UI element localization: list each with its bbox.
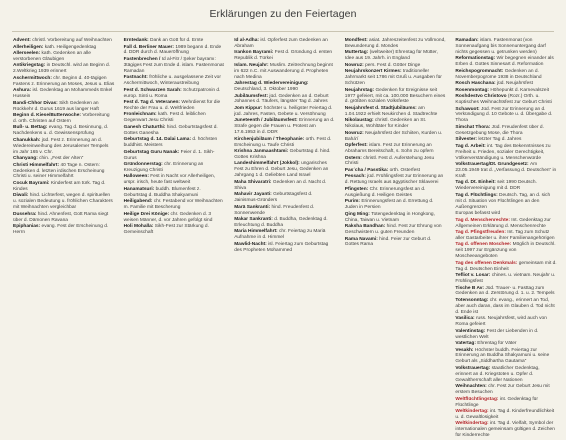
- glossary-entry: [234, 137, 336, 149]
- glossary-term: Erntedank:: [123, 38, 150, 43]
- glossary-definition: Id al-Fitr / Şeker bayramı: 3tägiges Fest zum Ende d. islam. Fastenmonat Ramadan: [123, 56, 224, 74]
- glossary-definition: evang. Tag d. Besinnung, d. Nachdenkens u. d. Gewissensprüfung: [13, 125, 109, 137]
- glossary-entry: [234, 63, 336, 81]
- glossary-term: Weihnachten:: [455, 384, 489, 390]
- glossary-entry: [455, 69, 557, 81]
- glossary-term: Tag d. Arbeit:: [455, 143, 488, 149]
- glossary-term: Mawlid-Nacht:: [234, 241, 269, 247]
- glossary-entry: [13, 125, 115, 137]
- glossary-definition: christl. Fest d. Auferstehung Jesu Christi: [344, 155, 435, 167]
- glossary-definition: Gedenken für Ereignisse seit 1977 gefeiert, mit ca. 100.000 Besuchern eines d. größten sozialen Volksfeste: [344, 87, 446, 105]
- glossary-term: Qing Ming:: [344, 211, 372, 217]
- glossary-term: Buß- u. Bettag:: [13, 125, 49, 131]
- glossary-entry: [455, 218, 557, 230]
- glossary-term: Pas´cha / Passtika:: [344, 167, 390, 173]
- glossary-definition: Gedenken an d. Novemberpogrome 1938 in Deutschland: [455, 68, 542, 80]
- glossary-definition: christl. Gedenken an St. Nikolaus, Wohltäter für Kinder: [344, 118, 427, 130]
- glossary-column-1: [13, 38, 115, 440]
- glossary-definition: hind. Fest zur Ehrung von Geschwistern u. guten Freunden: [344, 224, 442, 235]
- glossary-definition: chr. Fest zur Geburt Jesu mit erstem Besuchen: [455, 384, 550, 396]
- glossary-term: Jom Kippur:: [234, 105, 264, 111]
- glossary-definition: Int. Tag zum Schutz aller Gastarbeiter u. ihrer Familienangehörigen: [455, 230, 555, 241]
- glossary-entry: [455, 421, 557, 439]
- glossary-term: Ashura:: [13, 88, 33, 94]
- glossary-term: Beginn d. Kiese/Butterwoche:: [13, 113, 83, 119]
- glossary-term: Halloween:: [123, 174, 151, 180]
- glossary-definition: Int. Gedenktag zur Allgemeinen Erklärung d. Menschenrechte: [455, 217, 551, 229]
- glossary-definition: Erinnerung an d. Strafe gegen die Frauen u. Protest am 17.6.1953 in d. DDR: [234, 118, 335, 136]
- glossary-entry: [234, 217, 336, 229]
- glossary-definition: jüd. Fest z. Erinnerung an d. Wiedereinweihung des Jerusalemer Tempels im Jahr 165 v. Chr.: [13, 137, 109, 155]
- glossary-definition: kath. Gedenken an alle verstorbenen Gläubigen: [13, 51, 91, 62]
- glossary-entry: [124, 150, 226, 162]
- page-title: Erklärungen zu den Feiertagen: [209, 8, 357, 20]
- glossary-entry: [455, 409, 557, 421]
- glossary-definition: Deutsch. Tag, an d. sich mit d. Situation von Flüchtlingen an den Außengrenzen: [455, 192, 551, 210]
- glossary-entry: [455, 193, 557, 211]
- glossary-columns: [13, 38, 557, 439]
- glossary-entry: [455, 384, 557, 396]
- glossary-definition: am 1.04.1922 erhielt Neukirchen d. Stadtrechte: [344, 105, 438, 117]
- glossary-definition: hind. Feier zur Geburt d. Gottes Rama: [344, 236, 432, 248]
- glossary-term: Advent:: [13, 38, 33, 43]
- glossary-entry: [455, 137, 557, 143]
- glossary-term: Opferfest:: [344, 143, 370, 149]
- glossary-term: Islam. Neujahr:: [234, 62, 270, 68]
- glossary-term: Totensonntag:: [455, 297, 490, 303]
- glossary-entry: [455, 397, 557, 409]
- glossary-definition: hind. Lichterfest, wegen d. spirituellen u. sozialen Bedeutung u. fröhlichen Charakters mit Weihnachten vergleichbar: [13, 193, 113, 211]
- glossary-entry: [124, 137, 226, 149]
- glossary-entry: [234, 106, 336, 118]
- glossary-term: Aschermittwoch:: [13, 75, 54, 81]
- glossary-term: Neujahrstag:: [344, 87, 376, 93]
- glossary-definition: Kinderfest am türk. Tag d. Kindes: [13, 180, 106, 192]
- glossary-entry: [345, 237, 447, 249]
- glossary-definition: gemeinsam mit d. Tag d. Deutschen Einheit: [455, 260, 557, 272]
- glossary-term: Tag d. Dt. Einheit:: [455, 180, 498, 186]
- glossary-definition: d. Buddha, Gedenktag d. Erleuchtung d. Buddha: [234, 217, 328, 228]
- glossary-entry: [13, 38, 115, 44]
- glossary-term: Vesakh:: [455, 347, 475, 353]
- glossary-entry: [124, 100, 226, 112]
- glossary-entry: [13, 138, 115, 156]
- glossary-entry: [455, 261, 557, 273]
- glossary-term: Vasilica:: [455, 316, 476, 322]
- glossary-term: Valentinstag:: [455, 328, 487, 334]
- glossary-term: Ramadan:: [455, 38, 480, 43]
- glossary-definition: orth. Osterfest: [389, 167, 420, 173]
- glossary-definition: evang. Fest der Erscheinung d. Herrn: [13, 224, 109, 235]
- glossary-entry: [13, 224, 115, 236]
- glossary-definition: Ehrentag für Väter: [477, 341, 517, 347]
- glossary-entry: [345, 224, 447, 236]
- glossary-term: Pfingsten:: [344, 186, 370, 192]
- glossary-entry: [455, 162, 557, 180]
- glossary-entry: [455, 242, 557, 260]
- glossary-term: Tefliot v. Losar:: [455, 273, 492, 279]
- glossary-entry: [13, 156, 115, 162]
- glossary-definition: Erinnerungsfest an d. Errettung d. Juden in Persien: [344, 199, 434, 211]
- glossary-entry: [234, 205, 336, 217]
- glossary-definition: int. Tag d. Kinderfreundlichkeit u. d. Gewaltlosigkeit: [455, 409, 555, 420]
- glossary-term: Allerseelen:: [13, 51, 42, 56]
- glossary-entry: [124, 174, 226, 186]
- glossary-definition: int. Tag des Bekenntnisses zu Freiheit u. Frieden, sozialer Gerechtigkeit, Völkerverständigung u. Menschenwürde: [455, 143, 551, 161]
- glossary-term: Ostern:: [344, 155, 364, 161]
- glossary-term: Weltflüchtlingstag:: [455, 396, 500, 402]
- glossary-entry: [234, 38, 336, 50]
- glossary-entry: [13, 163, 115, 181]
- glossary-definition: Europas befasst wird: [455, 211, 501, 217]
- glossary-term: Krishna Janmaashtami:: [234, 149, 290, 155]
- glossary-definition: Am 23.05.1949 trat d. „Verfassung d. Deutschen“ in Kraft: [455, 162, 557, 179]
- glossary-definition: Feier d. 1. Sikh-Gurus: [123, 149, 215, 161]
- glossary-entry: [455, 230, 557, 242]
- glossary-term: Landeshimmelfahrt (Jokkol):: [234, 161, 302, 167]
- glossary-definition: isl. Feiertag zum Geburtstag des Propheten Mohammed: [234, 241, 329, 253]
- glossary-term: Volkstrauertag:: [455, 365, 492, 371]
- glossary-term: Hanamatsuri:: [123, 186, 156, 192]
- glossary-definition: kath. Heiligengedenktag: [44, 44, 97, 50]
- glossary-term: Allerheiligen:: [13, 44, 45, 50]
- glossary-entry: [13, 193, 115, 211]
- glossary-definition: chr. Gedenken d. 3 weisen Männer, d. vor Jahren gefolgt sind: [123, 211, 213, 223]
- glossary-definition: Chr. Erinnerungsfest an d. Ausgießung d. Heiligen Geistes: [344, 186, 426, 198]
- glossary-definition: fröhliche u. ausgelassene Zeit vor Aschermittwoch, Winteraustreibung: [123, 75, 221, 87]
- glossary-entry: [124, 162, 226, 174]
- glossary-entry: [455, 316, 557, 328]
- glossary-entry: [234, 50, 336, 62]
- glossary-term: Raksha Bandhan:: [344, 224, 387, 230]
- glossary-entry: [455, 286, 557, 298]
- glossary-definition: Muslim. Zeitrechnung beginnt im 622 n.C. mit Auswanderung d. Propheten nach Medina: [234, 62, 333, 80]
- glossary-entry: [13, 45, 115, 51]
- glossary-definition: isl. Gedenktag an Mohammeds Enkel Hussein: [13, 88, 113, 100]
- glossary-entry: [13, 63, 115, 75]
- glossary-definition: Deutschland, 3. Oktober 1990: [234, 87, 298, 93]
- glossary-entry: [234, 242, 336, 254]
- glossary-definition: seit 1990 Deutsch. Wiedervereinigung mit d. DDR: [455, 180, 537, 192]
- glossary-term: Fastenbrechen /: [123, 56, 162, 62]
- glossary-term: Holi Mohalla:: [123, 224, 155, 230]
- glossary-entry: [345, 69, 447, 87]
- glossary-definition: islam. Fest zur Erinnerung an Abrahams Bereitschaft, s. Sohn zu opfern: [344, 143, 434, 155]
- glossary-definition: orth. Fest d. Erscheinung u. Taufe Christi: [234, 136, 332, 148]
- glossary-definition: Fest d. Gründung d. ersten Republik d. Türkei: [234, 50, 333, 62]
- glossary-term: Purim:: [344, 199, 362, 205]
- glossary-term: Tag d. offenen Moschee:: [455, 242, 513, 248]
- glossary-entry: [13, 101, 115, 113]
- glossary-entry: [345, 118, 447, 130]
- glossary-column-5: [455, 38, 557, 440]
- glossary-entry: [455, 298, 557, 316]
- glossary-term: Roshdestvo Christovo: [455, 94, 508, 100]
- glossary-entry: [124, 57, 226, 75]
- glossary-entry: [13, 76, 115, 88]
- glossary-term: Marä Sankranti:: [234, 204, 272, 210]
- glossary-term: Antikriegstag:: [13, 63, 47, 69]
- glossary-definition: chr. Erinnerung an Kreuzigung Christi: [123, 162, 204, 173]
- glossary-term: Volkstrauertag/Dt. Grundgesetz:: [455, 162, 530, 168]
- glossary-entry: [124, 187, 226, 199]
- glossary-definition: chr. Feiertag zu Mariä Aufnahme in d. Himmel: [234, 229, 326, 241]
- glossary-definition: asiat. Jahreszeitenfest zu Vollmond, Bewunderung d. Mondes: [344, 38, 446, 49]
- glossary-term: Nikolaustag:: [344, 118, 375, 124]
- glossary-entry: [13, 88, 115, 100]
- glossary-term: Fastnacht:: [123, 75, 150, 81]
- glossary-term: Geburtstag Guru Nanak:: [123, 149, 181, 155]
- glossary-definition: höchster u. heiligster Feiertag d. jüd. Jahres, Fasten, Gebete u. Versöhnung: [234, 105, 333, 117]
- glossary-term: Kirchenjubiläum / Theophanie:: [234, 136, 306, 142]
- glossary-entry: [345, 131, 447, 143]
- glossary-definition: Sikh Gedenken an Rückkehr d. Gurus 1619 aus langer Haft: [13, 100, 99, 112]
- glossary-definition: 1989 begann d. Ende d. DDR durch d. Maueröffnung: [123, 44, 222, 56]
- glossary-definition: hind. Geburtstagsfest d. Gottes Ganesha: [123, 124, 218, 136]
- glossary-entry: [234, 149, 336, 161]
- glossary-definition: Möglich in Deutschl. seit 1997 zur Ergänzung von Moscheeangeboten: [455, 242, 556, 260]
- glossary-term: Maha Shivaratri:: [234, 179, 273, 185]
- glossary-entry: [345, 63, 447, 69]
- glossary-entry: [13, 51, 115, 63]
- glossary-term: Heiligabend:: [123, 199, 154, 205]
- glossary-term: Muttertag:: [344, 50, 370, 56]
- glossary-entry: [124, 199, 226, 211]
- glossary-entry: [234, 94, 336, 106]
- glossary-term: Tische B Av:: [455, 285, 486, 291]
- glossary-definition: staatlicher Gedenktag, erinnert an d. Kriegstoten u. Opfer d. Gewaltherrschaft aller Nationen: [455, 365, 540, 383]
- glossary-entry: [455, 273, 557, 285]
- glossary-definition: jüd. Gedenken an d. Geburt Johannes d. Täufers, längster Tag d. Jahres: [234, 93, 329, 105]
- glossary-term: Id al-Adha:: [234, 38, 261, 43]
- glossary-definition: Sikh-Fest zur Stärkung d. Gemeinschaft: [123, 224, 209, 235]
- glossary-column-4: [345, 38, 447, 440]
- glossary-definition: int. Tag d. Vielfalt, Symbol der internationalen gemeinsam gültigen d. Zeichen für Kinderrechte: [455, 421, 555, 439]
- glossary-entry: [455, 348, 557, 366]
- glossary-definition: jüd. Frühlingsfest zur Erinnerung an d. Rettung Israels aus ägyptischer Sklaverei: [344, 174, 444, 186]
- glossary-definition: int. Gedenktag für Flüchtlinge: [455, 396, 538, 408]
- glossary-definition: Höchster buddh. Feiertag zur Erinnerung an Buddha Shakyamuni u. seine Geburt als „Siddhartha Gautama“: [455, 347, 550, 365]
- glossary-entry: [455, 211, 557, 217]
- glossary-entry: [345, 143, 447, 155]
- glossary-term: Gründonnerstag:: [123, 162, 165, 168]
- glossary-term: Heilige Drei Könige:: [123, 211, 171, 217]
- glossary-term: Rama Navami:: [344, 236, 380, 242]
- glossary-entry: [234, 118, 336, 136]
- glossary-definition: ungarisches Fest zu Ehren d. Geburt Jesu, Gedenken an Jahrgang 1 d. Geliebten Land Israel: [234, 161, 329, 179]
- glossary-entry: [345, 50, 447, 62]
- glossary-term: Mondfest:: [344, 38, 370, 43]
- glossary-term: Chanukkah:: [13, 137, 42, 143]
- glossary-entry: [345, 187, 447, 199]
- glossary-entry: [455, 366, 557, 384]
- glossary-definition: buddh. Blumenfest z. Geburtstag d. Buddha Shakyamuni: [123, 186, 201, 198]
- glossary-term: Nowruz:: [344, 130, 366, 136]
- glossary-entry: [13, 212, 115, 224]
- glossary-definition: pers. Fest d. Götter Dinge: [365, 62, 421, 68]
- glossary-entry: [345, 156, 447, 168]
- glossary-entry: [455, 38, 557, 56]
- glossary-term: Weltkindertag:: [455, 421, 490, 427]
- glossary-term: Jahrestag d. Wiedervereinigung:: [234, 81, 309, 87]
- glossary-term: Maria Himmelfahrt:: [234, 229, 279, 235]
- glossary-entry: [124, 88, 226, 100]
- glossary-entry: [345, 168, 447, 174]
- glossary-definition: Schutzpatronin d. europ. Sinti u. Roma: [123, 87, 221, 99]
- glossary-definition: isl. Opferfest zum Gedenken an Abraham: [234, 38, 328, 49]
- glossary-definition: Dank an Gott für d. Ernte: [149, 38, 204, 43]
- glossary-term: Fronleichnam:: [123, 112, 158, 118]
- glossary-term: Cocuk Bayrami:: [13, 180, 51, 186]
- glossary-definition: Wehrdienst für die Rechte der Frau u. d. Weltfrieden: [123, 100, 221, 111]
- title-divider: [12, 31, 554, 32]
- glossary-entry: [124, 125, 226, 137]
- glossary-term: Mahavir Jayanti:: [234, 192, 274, 198]
- glossary-term: Irankon Bayrami:: [234, 50, 275, 56]
- glossary-entry: [124, 224, 226, 236]
- glossary-term: Chanyang:: [13, 156, 40, 162]
- glossary-definition: Neujahrsfest der Schiiten, Kurden u. Bahá’í: [344, 130, 443, 142]
- glossary-entry: [234, 161, 336, 179]
- glossary-definition: (Rozr.) Orth. u. Koptisches Weihnachtsfest zur Geburt Christi: [455, 94, 552, 106]
- glossary-entry: [234, 229, 336, 241]
- glossary-definition: Höhepunkt d. Karnevalszeit: [490, 87, 549, 93]
- glossary-definition: kath. Fest d. leiblichen Gegenwart Jesu Christi: [123, 112, 206, 124]
- glossary-entry: [455, 56, 557, 68]
- glossary-definition: russ. Neujahrsfest, wird auch von Roma gefeiert: [455, 316, 547, 328]
- glossary-entry: [345, 199, 447, 211]
- glossary-term: Simchat Thora:: [455, 124, 492, 130]
- glossary-entry: [455, 81, 557, 87]
- glossary-entry: [455, 107, 557, 125]
- glossary-entry: [455, 88, 557, 94]
- glossary-entry: [345, 88, 447, 106]
- glossary-entry: [234, 192, 336, 204]
- glossary-term: Fall d. Berliner Mauer:: [123, 44, 176, 50]
- glossary-definition: Geburtstag d. hind. Gottes Krishna: [234, 149, 331, 160]
- glossary-column-3: [234, 38, 336, 440]
- glossary-term: Tag des offenen Denkmals:: [455, 260, 519, 266]
- glossary-entry: [124, 38, 226, 44]
- glossary-entry: [124, 45, 226, 57]
- glossary-definition: chin. „Fest der Alten“: [39, 156, 84, 162]
- glossary-entry: [124, 212, 226, 224]
- glossary-definition: letzter Tag d. Jahres: [478, 137, 522, 143]
- glossary-term: Weltkindertag:: [455, 409, 490, 414]
- glossary-entry: [13, 181, 115, 193]
- glossary-term: Bandi-Chhor Divas:: [13, 100, 60, 106]
- glossary-definition: Jüd. Fest zur Erinnerung an d. Verkündigung d. 10 Gebote u. d. Übergabe d. Thora: [455, 106, 553, 124]
- glossary-term: Neujahrskonzert Kirmes:: [344, 69, 403, 75]
- glossary-term: Dussehra:: [13, 211, 38, 217]
- glossary-term: Schawuot:: [455, 106, 481, 112]
- glossary-definition: hind. Ahnenfest, Gott Rama siegt über d. Dämonen Ravana: [13, 211, 109, 223]
- glossary-definition: chr. evang., erinnert an Tod, aber auch daran, dass im Glauben d. Tod nicht d. Ende ist: [455, 297, 555, 315]
- glossary-definition: jüd. Neujahrsfest: [496, 81, 533, 87]
- glossary-term: Tag d. Pfingstfreuden:: [455, 230, 508, 235]
- glossary-term: Tag d. Menschenrechte:: [455, 217, 512, 223]
- glossary-term: Fest d. Schwarzen Sarah:: [123, 87, 184, 93]
- glossary-term: Tag d. Flüchtlings:: [455, 192, 500, 198]
- glossary-definition: islam. Fastenmonat (von Sonnenaufgang bis Sonnenuntergang darf nichts gegessen u. getrunken werden): [455, 38, 546, 55]
- glossary-term: Silvester:: [455, 137, 479, 143]
- glossary-column-2: [124, 38, 226, 440]
- glossary-definition: Jüd. Trauer- u. Fasttag zum Gedenken an d. Zerstörung d. 1. u. 2. Tempels: [455, 285, 555, 297]
- glossary-term: Rosenmontag:: [455, 87, 491, 93]
- glossary-definition: in Deutschl. wird an Beginn d. 2.Weltkrieg 1939 erinnert: [13, 63, 111, 75]
- glossary-definition: (weltweiter) Ehrentag für Mütter, Idee aus 19. Jahrh. in England: [344, 50, 438, 62]
- glossary-term: Jubiläumsfest:: [234, 93, 270, 99]
- glossary-term: Nowruz:: [344, 62, 366, 68]
- glossary-entry: [234, 180, 336, 192]
- glossary-definition: chr. Festabend vor Weihnachten m. Familie mit Bescherung: [123, 199, 223, 211]
- glossary-term: Christi Himmelfahrt:: [13, 162, 61, 168]
- glossary-term: Reichspogromnacht:: [455, 68, 505, 74]
- glossary-term: Vatertag:: [455, 341, 478, 347]
- glossary-definition: chines. u. vietnam. Neujahr u. Frühlingsfest: [455, 273, 556, 285]
- glossary-definition: Geburtstagsfest d. Jainismus-Gründers: [234, 192, 313, 204]
- glossary-entry: [345, 212, 447, 224]
- glossary-term: Pessach:: [344, 174, 368, 180]
- glossary-definition: Gedenken an d. Nacht d. Shiva: [234, 179, 327, 191]
- glossary-term: Ganesh Chaturthi:: [123, 124, 167, 130]
- glossary-definition: christl. Vorbereitung auf Weihnachten: [32, 38, 112, 43]
- glossary-term: Diwali:: [13, 193, 30, 199]
- glossary-entry: [124, 75, 226, 87]
- glossary-definition: Jüd. Freudenfest über d. Gesetzgebung Mose, die Thora: [455, 124, 544, 136]
- glossary-definition: traditioneller Jahrmarkt seit 1786 mit Gruß u. Ausgaben für Schützen: [344, 69, 442, 87]
- glossary-term: Makar Sankranti:: [234, 217, 275, 222]
- glossary-definition: 40 Tage n. Ostern: Gedenken d. letzten irdischen Erscheinung Christi u. seiner Himmelfahrt: [13, 162, 105, 180]
- glossary-entry: [455, 341, 557, 347]
- glossary-definition: Fest der Liebenden in d. westlichen Welt: [455, 328, 539, 340]
- glossary-term: Rosch Haschana:: [455, 81, 497, 87]
- glossary-definition: d. höchsten buddhist. Meisters: [123, 137, 218, 149]
- glossary-entry: [234, 81, 336, 93]
- glossary-entry: [455, 329, 557, 341]
- glossary-definition: Vorbereitung d. orth. Christen auf Ostern: [13, 113, 110, 124]
- glossary-entry: [345, 106, 447, 118]
- glossary-entry: [345, 38, 447, 50]
- glossary-entry: [455, 125, 557, 137]
- glossary-definition: Fest in Nacht vor Allerheiligen, urspr. irisch, heute fast weltweit: [123, 174, 216, 186]
- glossary-entry: [124, 112, 226, 124]
- glossary-entry: [455, 94, 557, 106]
- glossary-term: Neujahrsfest d. Stadtjubiläums:: [344, 105, 419, 111]
- glossary-term: Juneteenth / Jubiläumsfest:: [234, 118, 299, 124]
- glossary-definition: Totengedenktag in Hongkong, China, Taiwan u. Vietnam: [344, 211, 435, 223]
- glossary-term: Reformationstag:: [455, 56, 497, 62]
- glossary-entry: [455, 180, 557, 192]
- glossary-entry: [455, 144, 557, 162]
- glossary-definition: chr. Beginn d. 40-tägigen Fastens z. Erinnerung an Moses, Jesus u. Elias: [13, 75, 115, 87]
- glossary-definition: hind. Freudenfest d. Sonnenwende: [234, 204, 315, 216]
- glossary-term: Geburtstag d. 14. Dalai Lama:: [123, 137, 193, 143]
- glossary-entry: [345, 174, 447, 186]
- glossary-entry: [13, 113, 115, 125]
- glossary-term: Fest d. Tag d. Veteranen:: [123, 100, 182, 106]
- glossary-term: Epiphanias:: [13, 224, 42, 230]
- glossary-definition: Wir begegnen einander als Erben d. Gottes Sinnesart d. Reformation: [455, 56, 554, 68]
